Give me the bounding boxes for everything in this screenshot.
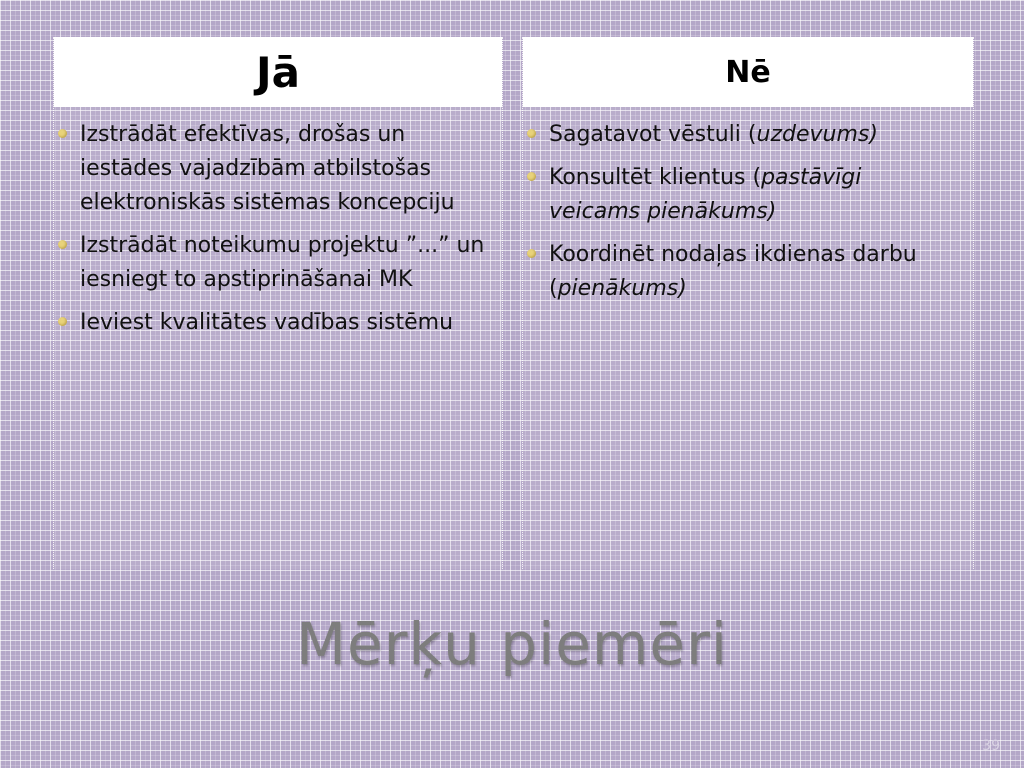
bullet-icon bbox=[527, 129, 536, 138]
list-item-text: Konsultēt klientus ( bbox=[549, 165, 762, 191]
list-item bbox=[80, 118, 488, 220]
yes-list bbox=[80, 118, 488, 350]
bullet-icon bbox=[527, 249, 536, 258]
no-list bbox=[549, 118, 959, 315]
list-item bbox=[549, 238, 959, 306]
bullet-icon bbox=[58, 317, 67, 326]
list-item-text: Ieviest kvalitātes vadības sistēmu bbox=[80, 310, 454, 336]
bullet-icon bbox=[527, 172, 536, 181]
list-item-italic-text: pienākums) bbox=[557, 276, 687, 302]
list-item-text: Sagatavot vēstuli ( bbox=[549, 122, 757, 147]
list-item-text: Koordinēt nodaļas ikdienas darbu ( bbox=[549, 242, 917, 302]
list-item bbox=[80, 306, 488, 340]
bullet-icon bbox=[58, 240, 67, 249]
no-column bbox=[522, 37, 974, 569]
list-item-text: Izstrādāt efektīvas, drošas un iestādes vajadzībām atbilstošas elektroniskās sistēmas koncepciju bbox=[80, 122, 455, 216]
bullet-icon bbox=[58, 129, 67, 138]
list-item bbox=[549, 161, 959, 229]
yes-column-header: Jā bbox=[54, 37, 502, 107]
yes-column bbox=[53, 37, 503, 569]
page-number: 39 bbox=[982, 738, 1000, 754]
list-item-italic-text: uzdevums) bbox=[756, 122, 878, 147]
list-item bbox=[549, 118, 959, 152]
list-item bbox=[80, 229, 488, 297]
list-item-italic-text: pastāvīgi veicams pienākums) bbox=[549, 165, 862, 225]
list-item-text: Izstrādāt noteikumu projektu ”...” un iesniegt to apstiprināšanai MK bbox=[80, 233, 485, 293]
slide-title: Mērķu piemēri bbox=[295, 610, 729, 678]
no-column-header: Nē bbox=[523, 37, 973, 107]
